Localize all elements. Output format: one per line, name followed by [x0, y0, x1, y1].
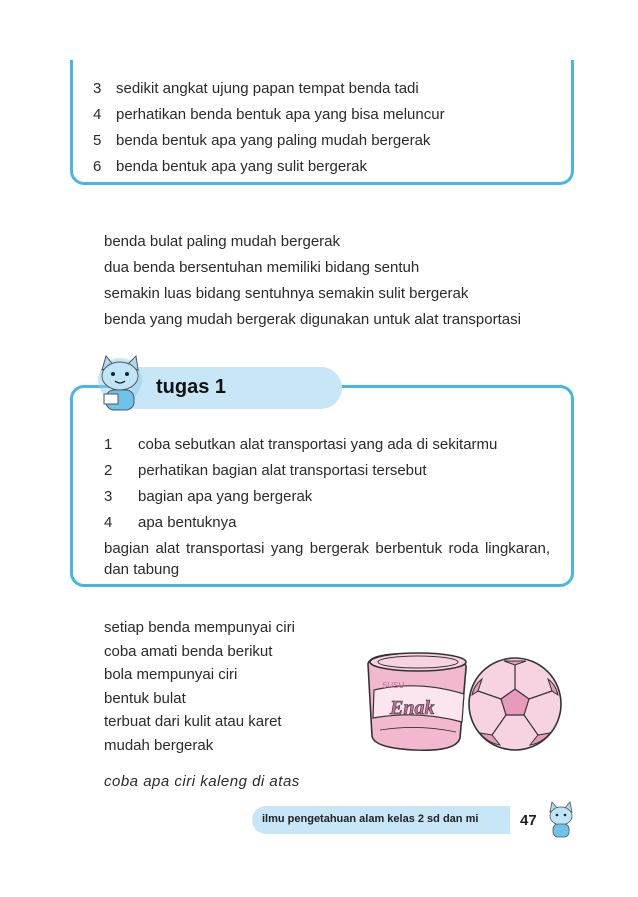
milk-can-illustration — [360, 650, 476, 754]
list-item: 3 sedikit angkat ujung papan tempat benda tadi — [93, 80, 419, 97]
ball-illustration — [466, 655, 564, 753]
svg-text:SUSU: SUSU — [382, 681, 405, 690]
cat-mascot-icon — [90, 350, 152, 416]
tugas-list — [104, 432, 550, 580]
steps-list — [93, 76, 445, 180]
list-item: 5 benda bentuk apa yang paling mudah bergerak — [93, 132, 431, 149]
svg-text:Enak: Enak — [390, 697, 435, 719]
list-item: 4 perhatikan benda bentuk apa yang bisa meluncur — [93, 106, 445, 123]
list-item: 2 perhatikan bagian alat transportasi tersebut — [104, 462, 427, 479]
cat-mascot-small-icon — [544, 800, 578, 840]
list-item: 1 coba sebutkan alat transportasi yang ada di sekitarmu — [104, 436, 498, 453]
list-item: 6 benda bentuk apa yang sulit bergerak — [93, 158, 368, 175]
tugas-answer: bagian alat transportasi yang bergerak berbentuk roda lingkaran, dan tabung — [104, 540, 550, 578]
conclusion-text: benda bulat paling mudah bergerak dua benda bersentuhan memiliki bidang sentuh semakin luas bidang sentuhnya semakin sulit bergerak benda yang mudah bergerak digunakan untuk alat transportasi — [104, 233, 521, 328]
steps-box — [70, 60, 574, 185]
page-number: 47 — [520, 812, 537, 829]
ciri-text: setiap benda mempunyai ciri coba amati benda berikut bola mempunyai ciri bentuk bulat terbuat dari kulit atau karet mudah bergerak — [104, 619, 295, 754]
question-text: coba apa ciri kaleng di atas — [104, 773, 300, 790]
footer-text: ilmu pengetahuan alam kelas 2 sd dan mi — [262, 813, 479, 825]
list-item: 3 bagian apa yang bergerak — [104, 488, 313, 505]
tugas-title: tugas 1 — [156, 376, 227, 398]
list-item: 4 apa bentuknya — [104, 514, 237, 531]
